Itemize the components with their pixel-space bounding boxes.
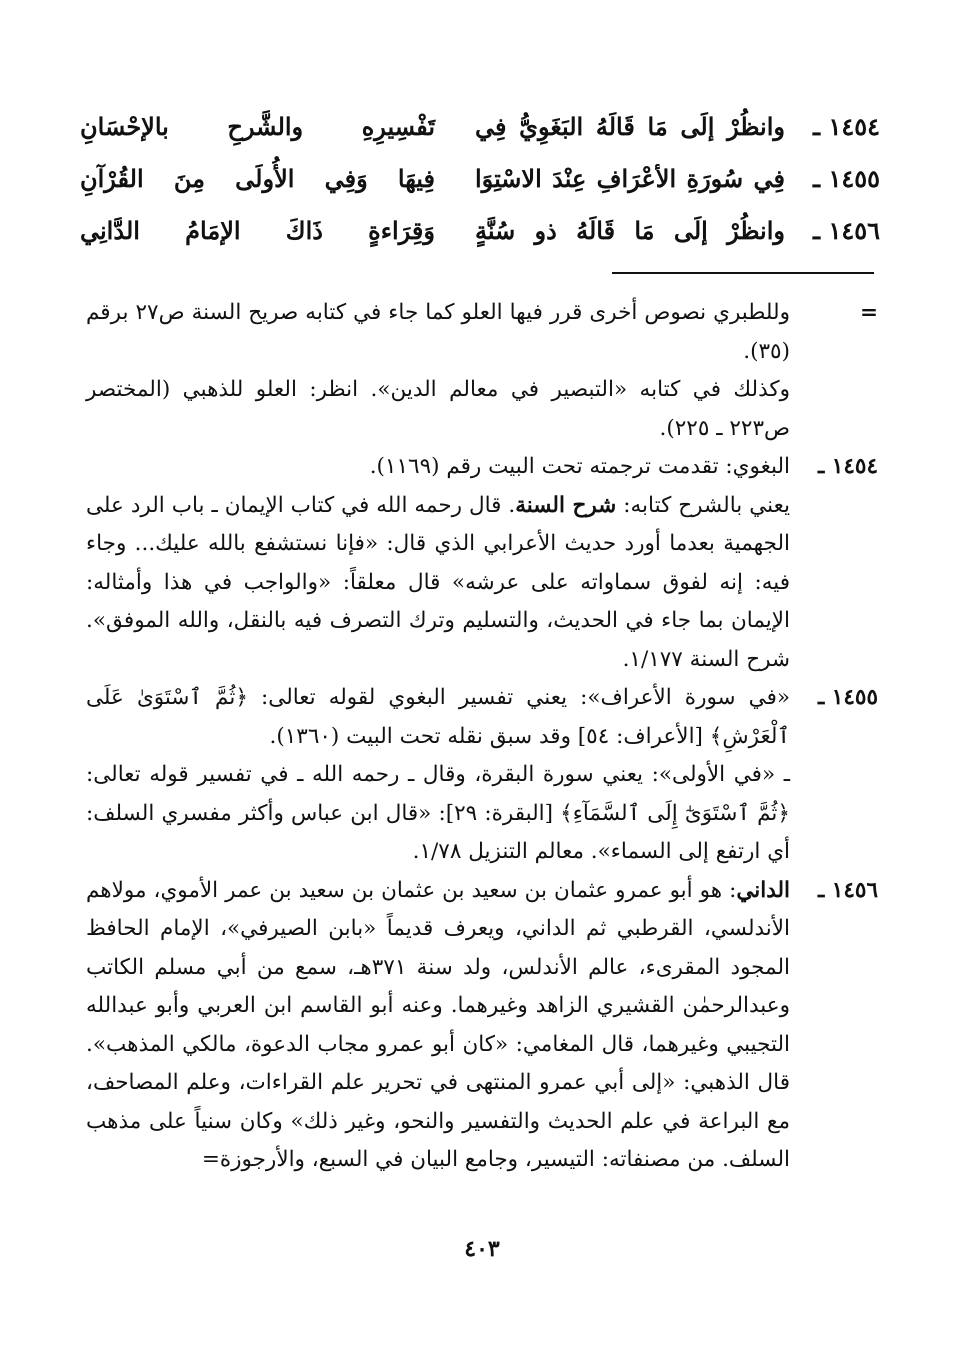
person-name: الداني xyxy=(736,877,790,903)
footnote-continuation xyxy=(86,294,878,448)
footnote-paragraph xyxy=(86,487,790,680)
footnotes xyxy=(86,294,878,1180)
footnote-body xyxy=(86,448,790,679)
text-run: : هو أبو عمرو عثمان بن سعيد بن عثمان بن سعيد بن عمر الأموي، مولاهم الأندلسي، القرطبي ثم الداني، ويعرف قديماً «بابن الصيرفي»، الإمام الحافظ المجود المقرىء، عالم الأندلس، ولد سنة ٣٧١هـ، سمع من أبي مسلم الكاتب وعبدالرحمٰن القشيري الزاهد وغيرهما. وعنه أبو القاسم ابن العربي وأبو عبدالله التجيبي وغيرهما، قال المغامي: «كان أبو عمرو مجاب الدعوة، مالكي المذهب». قال الذهبي: «إلى أبي عمرو المنتهى في تحرير علم القراءات، وعلم المصاحف، مع البراعة في علم الحديث والتفسير والنحو، وغير ذلك» وكان سنياً على مذهب السلف. من مصنفاته: التيسير، وجامع البيان في السبع، والأرجوزة= xyxy=(86,877,791,1172)
footnote-divider xyxy=(612,272,874,274)
verse-first-hemistich: فِي سُورَةِ الأعْرَافِ عِنْدَ الاسْتِوَا xyxy=(475,164,785,193)
verse-second-hemistich: فِيهَا وَفِي الأُولَى مِنَ القُرْآنِ xyxy=(80,164,435,193)
footnote-paragraph: البغوي: تقدمت ترجمته تحت البيت رقم (١١٦٩). xyxy=(369,454,790,479)
verse-first-hemistich: وانظُرْ إلَى مَا قَالَهُ البَغَوِيُّ فِي xyxy=(475,112,785,141)
footnote-paragraph xyxy=(86,872,790,1180)
page-number: ٤٠٣ xyxy=(464,1236,500,1262)
footnote-body xyxy=(86,294,790,448)
footnote-label: ١٤٥٦ ـ xyxy=(818,877,878,903)
footnote-label: ١٤٥٥ ـ xyxy=(818,685,878,710)
book-title: شرح السنة xyxy=(515,492,617,518)
footnote-paragraph: ـ «في الأولى»: يعني سورة البقرة، وقال ـ رحمه الله ـ في تفسير قوله تعالى: ﴿ثُمَّ ٱسْتَوَىٰٓ إِلَى ٱلسَّمَآءِ﴾ [البقرة: ٢٩]: «قال ابن عباس وأكثر مفسري السلف: أي ارتفع إلى السماء». معالم التنزيل ١/٧٨. xyxy=(86,762,790,864)
verse-second-hemistich: تَفْسِيرِهِ والشَّرحِ بالإحْسَانِ xyxy=(80,112,435,141)
footnote-1456 xyxy=(86,872,878,1180)
verse-number: ١٤٥٥ ـ xyxy=(813,164,880,193)
poem-verses xyxy=(80,108,880,264)
text-run: . قال رحمه الله في كتاب الإيمان ـ باب الرد على الجهمية بعدما أورد حديث الأعرابي الذي قال: «فإنا نستشفع بالله عليك... وجاء فيه: إنه لفوق سماواته على عرشه» قال معلقاً: «والواجب في هذا وأمثاله: الإيمان بما جاء في الحديث، والتسليم وترك التصرف فيه بالنقل، والله الموفق». شرح السنة ١/١٧٧. xyxy=(86,492,790,672)
verse-1456 xyxy=(80,212,880,264)
footnote-label: ١٤٥٤ ـ xyxy=(818,454,878,479)
footnote-1454 xyxy=(86,448,878,679)
verse-second-hemistich: وَقِرَاءةٍ ذَاكَ الإمَامُ الدَّانِي xyxy=(80,216,435,245)
footnote-1455 xyxy=(86,679,878,872)
verse-1455 xyxy=(80,160,880,212)
footnote-paragraph: وكذلك في كتابه «التبصير في معالم الدين». انظر: العلو للذهبي (المختصر ص٢٢٣ ـ ٢٢٥). xyxy=(86,377,790,441)
verse-number: ١٤٥٦ ـ xyxy=(813,216,880,245)
footnote-body xyxy=(86,872,790,1180)
text-run: يعني بالشرح كتابه: xyxy=(616,492,790,518)
verse-1454 xyxy=(80,108,880,160)
verse-first-hemistich: وانظُرْ إلَى مَا قَالَهُ ذو سُنَّةٍ xyxy=(475,216,785,245)
footnote-label: = xyxy=(859,300,878,325)
footnote-body xyxy=(86,679,790,872)
footnote-paragraph: وللطبري نصوص أخرى قرر فيها العلو كما جاء في كتابه صريح السنة ص٢٧ برقم (٣٥). xyxy=(86,300,790,364)
footnote-paragraph: «في سورة الأعراف»: يعني تفسير البغوي لقوله تعالى: ﴿ثُمَّ ٱسْتَوَىٰ عَلَى ٱلْعَرْشِ﴾ [الأعراف: ٥٤] وقد سبق نقله تحت البيت (١٣٦٠). xyxy=(86,685,790,749)
verse-number: ١٤٥٤ ـ xyxy=(813,112,880,141)
